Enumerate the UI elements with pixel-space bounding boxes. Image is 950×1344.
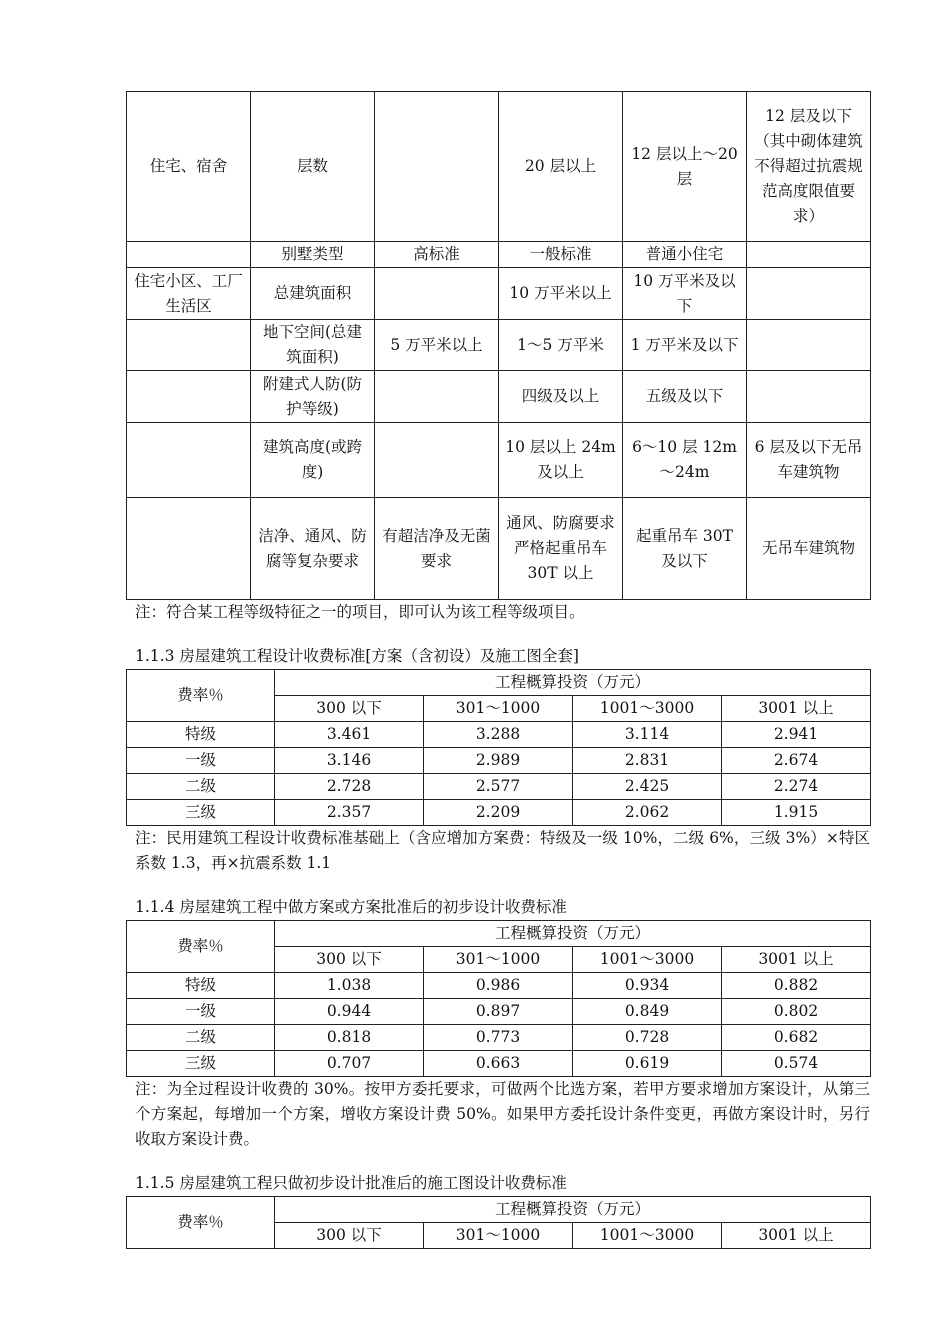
column-header: 3001 以上 (722, 1223, 871, 1249)
table-cell: 1.915 (722, 800, 871, 826)
table-cell: 6 层及以下无吊车建筑物 (747, 423, 871, 498)
column-header: 1001～3000 (573, 696, 722, 722)
table-cell: 总建筑面积 (251, 268, 375, 320)
table-cell: 2.674 (722, 748, 871, 774)
table-cell: 3.288 (424, 722, 573, 748)
rate-header: 费率％ (127, 670, 275, 722)
column-header: 1001～3000 (573, 1223, 722, 1249)
table-cell: 二级 (127, 774, 275, 800)
table-cell: 建筑高度(或跨度) (251, 423, 375, 498)
table-row (127, 242, 871, 268)
table-cell (127, 242, 251, 268)
table-cell (747, 371, 871, 423)
column-header: 1001～3000 (573, 947, 722, 973)
column-header: 3001 以上 (722, 696, 871, 722)
table-cell (375, 268, 499, 320)
table-cell: 五级及以下 (623, 371, 747, 423)
note-text: 注：符合某工程等级特征之一的项目，即可认为该工程等级项目。 (135, 603, 585, 621)
table-cell: 0.882 (722, 973, 871, 999)
table-cell: 住宅、宿舍 (127, 92, 251, 242)
table-cell: 起重吊车 30T 及以下 (623, 498, 747, 600)
table-cell: 2.357 (275, 800, 424, 826)
table-cell: 0.728 (573, 1025, 722, 1051)
table-cell: 20 层以上 (499, 92, 623, 242)
grade-feature-table (126, 91, 871, 600)
column-header: 300 以下 (275, 1223, 424, 1249)
table-cell: 高标准 (375, 242, 499, 268)
table-row (127, 748, 871, 774)
table-cell (375, 423, 499, 498)
fee-table-115 (126, 1196, 871, 1249)
table-cell: 一般标准 (499, 242, 623, 268)
table-cell: 2.425 (573, 774, 722, 800)
table-cell: 2.989 (424, 748, 573, 774)
rate-header: 费率％ (127, 921, 275, 973)
table-cell: 2.577 (424, 774, 573, 800)
table-cell: 10 层以上 24m 及以上 (499, 423, 623, 498)
table-row (127, 722, 871, 748)
table-cell: 地下空间(总建筑面积) (251, 320, 375, 371)
table-row (127, 1051, 871, 1077)
table-cell: 0.802 (722, 999, 871, 1025)
table-cell: 0.619 (573, 1051, 722, 1077)
table-cell: 住宅小区、工厂生活区 (127, 268, 251, 320)
table-row (127, 1197, 871, 1223)
column-header: 300 以下 (275, 696, 424, 722)
note-text: 注：民用建筑工程设计收费标准基础上（含应增加方案费：特级及一级 10%，二级 6%，三级 3%）×特区系数 1.3，再×抗震系数 1.1 (135, 829, 870, 872)
column-header: 301～1000 (424, 1223, 573, 1249)
table-cell: 2.831 (573, 748, 722, 774)
table-cell: 0.897 (424, 999, 573, 1025)
table-cell (127, 423, 251, 498)
table-row (127, 670, 871, 696)
table-cell: 1.038 (275, 973, 424, 999)
column-header: 301～1000 (424, 947, 573, 973)
table-cell: 2.062 (573, 800, 722, 826)
table-cell: 0.773 (424, 1025, 573, 1051)
group-header: 工程概算投资（万元） (275, 921, 871, 947)
table-cell: 2.209 (424, 800, 573, 826)
table-cell: 普通小住宅 (623, 242, 747, 268)
table-row (127, 92, 871, 242)
column-header: 300 以下 (275, 947, 424, 973)
table-row (127, 268, 871, 320)
table-cell: 二级 (127, 1025, 275, 1051)
document-page (126, 91, 870, 1249)
table-cell: 无吊车建筑物 (747, 498, 871, 600)
table-cell: 2.728 (275, 774, 424, 800)
table-cell: 附建式人防(防护等级) (251, 371, 375, 423)
table-row (127, 1025, 871, 1051)
table-cell (127, 371, 251, 423)
section-heading: 1.1.5 房屋建筑工程只做初步设计批准后的施工图设计收费标准 (135, 1174, 567, 1192)
table-row (127, 498, 871, 600)
table-cell: 特级 (127, 722, 275, 748)
column-header: 3001 以上 (722, 947, 871, 973)
table-cell (747, 242, 871, 268)
table-cell (127, 320, 251, 371)
table-cell: 0.934 (573, 973, 722, 999)
fee-table-114 (126, 920, 871, 1077)
table-cell: 12 层及以下（其中砌体建筑不得超过抗震规范高度限值要求） (747, 92, 871, 242)
table-cell (375, 92, 499, 242)
table-cell: 0.682 (722, 1025, 871, 1051)
table-cell: 三级 (127, 800, 275, 826)
table-cell: 一级 (127, 999, 275, 1025)
table-row (127, 774, 871, 800)
table-row (127, 973, 871, 999)
table-cell: 通风、防腐要求严格起重吊车 30T 以上 (499, 498, 623, 600)
table-cell (747, 320, 871, 371)
table-cell (375, 371, 499, 423)
table-cell: 有超洁净及无菌要求 (375, 498, 499, 600)
table-cell: 3.146 (275, 748, 424, 774)
table-cell: 一级 (127, 748, 275, 774)
table-cell: 别墅类型 (251, 242, 375, 268)
table-cell: 3.114 (573, 722, 722, 748)
table-row (127, 999, 871, 1025)
table-cell: 0.574 (722, 1051, 871, 1077)
table-row (127, 800, 871, 826)
table-cell: 10 万平米及以下 (623, 268, 747, 320)
table-cell (127, 498, 251, 600)
table-cell: 0.663 (424, 1051, 573, 1077)
table-cell: 特级 (127, 973, 275, 999)
table-cell: 0.944 (275, 999, 424, 1025)
table-cell: 洁净、通风、防腐等复杂要求 (251, 498, 375, 600)
column-header: 301～1000 (424, 696, 573, 722)
table-cell: 6～10 层 12m～24m (623, 423, 747, 498)
table-cell: 1～5 万平米 (499, 320, 623, 371)
note-text: 注：为全过程设计收费的 30%。按甲方委托要求，可做两个比选方案，若甲方要求增加方案设计，从第三个方案起，每增加一个方案，增收方案设计费 50%。如果甲方委托设计条件变更，再做方案设计时，另行收取方案设计费。 (135, 1080, 870, 1148)
table-cell: 0.849 (573, 999, 722, 1025)
table-cell: 0.707 (275, 1051, 424, 1077)
table-row (127, 921, 871, 947)
group-header: 工程概算投资（万元） (275, 670, 871, 696)
table-cell: 层数 (251, 92, 375, 242)
fee-table-113 (126, 669, 871, 826)
section-heading: 1.1.3 房屋建筑工程设计收费标准[方案（含初设）及施工图全套] (135, 647, 579, 665)
rate-header: 费率％ (127, 1197, 275, 1249)
table-row (127, 320, 871, 371)
table-row (127, 371, 871, 423)
table-cell: 12 层以上～20 层 (623, 92, 747, 242)
table-cell: 3.461 (275, 722, 424, 748)
table-cell: 0.818 (275, 1025, 424, 1051)
section-heading: 1.1.4 房屋建筑工程中做方案或方案批准后的初步设计收费标准 (135, 898, 567, 916)
table-cell: 0.986 (424, 973, 573, 999)
table-cell: 三级 (127, 1051, 275, 1077)
table-cell (747, 268, 871, 320)
table-cell: 2.941 (722, 722, 871, 748)
table-cell: 2.274 (722, 774, 871, 800)
table-row (127, 423, 871, 498)
table-cell: 5 万平米以上 (375, 320, 499, 371)
table-cell: 1 万平米及以下 (623, 320, 747, 371)
group-header: 工程概算投资（万元） (275, 1197, 871, 1223)
table-cell: 四级及以上 (499, 371, 623, 423)
table-cell: 10 万平米以上 (499, 268, 623, 320)
